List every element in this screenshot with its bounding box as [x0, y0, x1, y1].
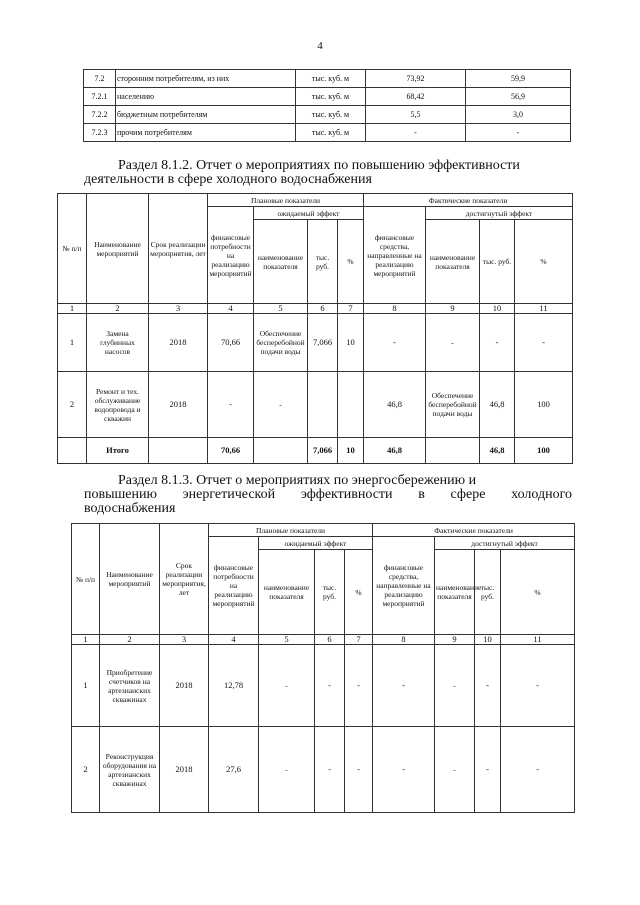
table-cell: -: [259, 727, 315, 813]
total-cell: Итого: [87, 438, 149, 464]
section-1-table: [57, 193, 573, 464]
index-cell: 4: [209, 635, 259, 645]
index-cell: 7: [345, 635, 373, 645]
total-cell: [149, 438, 208, 464]
total-cell: [58, 438, 87, 464]
page-number: 4: [317, 40, 323, 52]
table-cell: Обеспечение бесперебойной подачи воды: [426, 372, 480, 438]
total-cell: [426, 438, 480, 464]
top-cell-v1: 73,92: [366, 70, 466, 88]
hdr-plan-fin: финансовые потребности на реализацию мероприятий: [208, 207, 254, 304]
top-cell-v2: 3,0: [466, 106, 571, 124]
hdr2-actual: Фактические показатели: [373, 524, 575, 537]
table-cell: -: [254, 372, 308, 438]
index-cell: 9: [426, 304, 480, 314]
table-row: [72, 645, 575, 727]
section-2-heading-line2: повышению энергетической эффективности в сфере холодного: [84, 487, 572, 502]
hdr-ach-rub: тыс. руб.: [480, 220, 515, 304]
hdr-exp-pct: %: [338, 220, 364, 304]
table-row: [58, 372, 573, 438]
total-cell: 46,8: [480, 438, 515, 464]
section-2-heading: [84, 474, 572, 516]
top-table: [83, 69, 571, 142]
table-cell: 27,6: [209, 727, 259, 813]
top-cell-v2: 56,9: [466, 88, 571, 106]
index-cell: 5: [254, 304, 308, 314]
table-cell: Замена глубинных насосов: [87, 314, 149, 372]
table-cell: 100: [515, 372, 573, 438]
hdr2-name: Наименование мероприятий: [100, 524, 160, 635]
index-cell: 9: [435, 635, 475, 645]
top-cell-v2: 59,9: [466, 70, 571, 88]
top-cell-unit: тыс. куб. м: [296, 106, 366, 124]
total-cell: 70,66: [208, 438, 254, 464]
table-cell: -: [315, 727, 345, 813]
table-cell: -: [435, 645, 475, 727]
table-cell: 7,066: [308, 314, 338, 372]
index-cell: 8: [373, 635, 435, 645]
index-cell: 10: [480, 304, 515, 314]
table-row: [84, 88, 571, 106]
table-cell: 2018: [160, 645, 209, 727]
index-cell: 6: [308, 304, 338, 314]
table-row: [84, 106, 571, 124]
hdr-expected: ожидаемый эффект: [254, 207, 364, 220]
table-cell: Приобретение счетчиков на артезианских скважинах: [100, 645, 160, 727]
table-cell: -: [515, 314, 573, 372]
hdr-planned: Плановые показатели: [208, 194, 364, 207]
top-cell-v1: 5,5: [366, 106, 466, 124]
index-cell: 6: [315, 635, 345, 645]
table-cell: 1: [58, 314, 87, 372]
section-1-heading: [84, 159, 572, 187]
top-cell-v1: -: [366, 124, 466, 142]
top-cell-unit: тыс. куб. м: [296, 88, 366, 106]
hdr-exp-rub: тыс. руб.: [308, 220, 338, 304]
hdr2-planned: Плановые показатели: [209, 524, 373, 537]
top-cell-v1: 68,42: [366, 88, 466, 106]
table-cell: 2: [58, 372, 87, 438]
table-cell: Реконструкция оборудования на артезианских скважинах: [100, 727, 160, 813]
hdr2-expected: ожидаемый эффект: [259, 537, 373, 550]
hdr-exp-name: наименование показателя: [254, 220, 308, 304]
hdr2-exp-name: наименование показателя: [259, 550, 315, 635]
table-row: [84, 70, 571, 88]
table-cell: 46,8: [480, 372, 515, 438]
index-row: [72, 635, 575, 645]
total-cell: 46,8: [364, 438, 426, 464]
index-cell: 8: [364, 304, 426, 314]
index-cell: 10: [475, 635, 501, 645]
table-cell: -: [426, 314, 480, 372]
index-cell: 4: [208, 304, 254, 314]
table-cell: Обеспечение бесперебойной подачи воды: [254, 314, 308, 372]
table-cell: -: [364, 314, 426, 372]
table-cell: 46,8: [364, 372, 426, 438]
total-row: [58, 438, 573, 464]
table-cell: 70,66: [208, 314, 254, 372]
table-cell: -: [315, 645, 345, 727]
hdr-act-fin: финансовые средства, направленные на реализацию мероприятий: [364, 207, 426, 304]
table-cell: 2018: [160, 727, 209, 813]
table-cell: -: [501, 645, 575, 727]
table-cell: 2018: [149, 314, 208, 372]
hdr2-achieved: достигнутый эффект: [435, 537, 575, 550]
top-cell-num: 7.2: [84, 70, 116, 88]
index-cell: 2: [100, 635, 160, 645]
index-cell: 1: [58, 304, 87, 314]
table-row: [84, 124, 571, 142]
table-cell: -: [208, 372, 254, 438]
top-cell-name: прочим потребителям: [116, 124, 296, 142]
table-cell: -: [259, 645, 315, 727]
index-cell: 11: [501, 635, 575, 645]
table-cell: [338, 372, 364, 438]
top-cell-num: 7.2.3: [84, 124, 116, 142]
table-row: [58, 314, 573, 372]
hdr2-act-fin: финансовые средства, направленные на реализацию мероприятий: [373, 537, 435, 635]
table-cell: Ремонт и тех. обслуживание водопровода и скважин: [87, 372, 149, 438]
hdr-actual: Фактические показатели: [364, 194, 573, 207]
section-1-heading-line2: деятельности в сфере холодного водоснабжения: [84, 172, 372, 187]
index-cell: 5: [259, 635, 315, 645]
hdr2-exp-rub: тыс. руб.: [315, 550, 345, 635]
top-cell-num: 7.2.1: [84, 88, 116, 106]
top-cell-v2: -: [466, 124, 571, 142]
index-cell: 11: [515, 304, 573, 314]
table-cell: [308, 372, 338, 438]
table-cell: -: [345, 727, 373, 813]
hdr-term: Срок реализации мероприятия, лет: [149, 194, 208, 304]
index-cell: 7: [338, 304, 364, 314]
hdr2-exp-pct: %: [345, 550, 373, 635]
table-cell: -: [373, 645, 435, 727]
section-2-heading-line3: водоснабжения: [84, 501, 176, 516]
top-cell-unit: тыс. куб. м: [296, 70, 366, 88]
index-cell: 3: [160, 635, 209, 645]
table-cell: -: [345, 645, 373, 727]
table-row: [72, 727, 575, 813]
table-cell: 12,78: [209, 645, 259, 727]
table-cell: -: [373, 727, 435, 813]
table-cell: -: [435, 727, 475, 813]
table-cell: -: [501, 727, 575, 813]
table-cell: 1: [72, 645, 100, 727]
table-cell: -: [475, 645, 501, 727]
hdr-num: № п/п: [58, 194, 87, 304]
table-cell: 2018: [149, 372, 208, 438]
hdr-achieved: достигнутый эффект: [426, 207, 573, 220]
table-cell: 10: [338, 314, 364, 372]
hdr2-ach-name: наименование показателя: [435, 550, 475, 635]
section-2-table: [71, 523, 575, 813]
hdr2-ach-pct: %: [501, 550, 575, 635]
hdr-name: Наименование мероприятий: [87, 194, 149, 304]
hdr2-ach-rub: тыс. руб.: [475, 550, 501, 635]
hdr-ach-pct: %: [515, 220, 573, 304]
hdr2-num: № п/п: [72, 524, 100, 635]
index-cell: 2: [87, 304, 149, 314]
section-1-heading-line1: Раздел 8.1.2. Отчет о мероприятиях по повышению эффективности: [118, 158, 520, 173]
table-cell: -: [475, 727, 501, 813]
table-cell: 2: [72, 727, 100, 813]
top-cell-name: бюджетным потребителям: [116, 106, 296, 124]
section-2-heading-line1: Раздел 8.1.3. Отчет о мероприятиях по энергосбережению и: [118, 473, 477, 488]
hdr2-plan-fin: финансовые потребности на реализацию мероприятий: [209, 537, 259, 635]
index-cell: 3: [149, 304, 208, 314]
hdr2-term: Срок реализации мероприятия, лет: [160, 524, 209, 635]
total-cell: 10: [338, 438, 364, 464]
table-cell: -: [480, 314, 515, 372]
top-cell-name: населению: [116, 88, 296, 106]
total-cell: [254, 438, 308, 464]
total-cell: 100: [515, 438, 573, 464]
hdr-ach-name: наименование показателя: [426, 220, 480, 304]
top-cell-unit: тыс. куб. м: [296, 124, 366, 142]
index-cell: 1: [72, 635, 100, 645]
index-row: [58, 304, 573, 314]
top-cell-name: сторонним потребителям, из них: [116, 70, 296, 88]
top-cell-num: 7.2.2: [84, 106, 116, 124]
total-cell: 7,066: [308, 438, 338, 464]
